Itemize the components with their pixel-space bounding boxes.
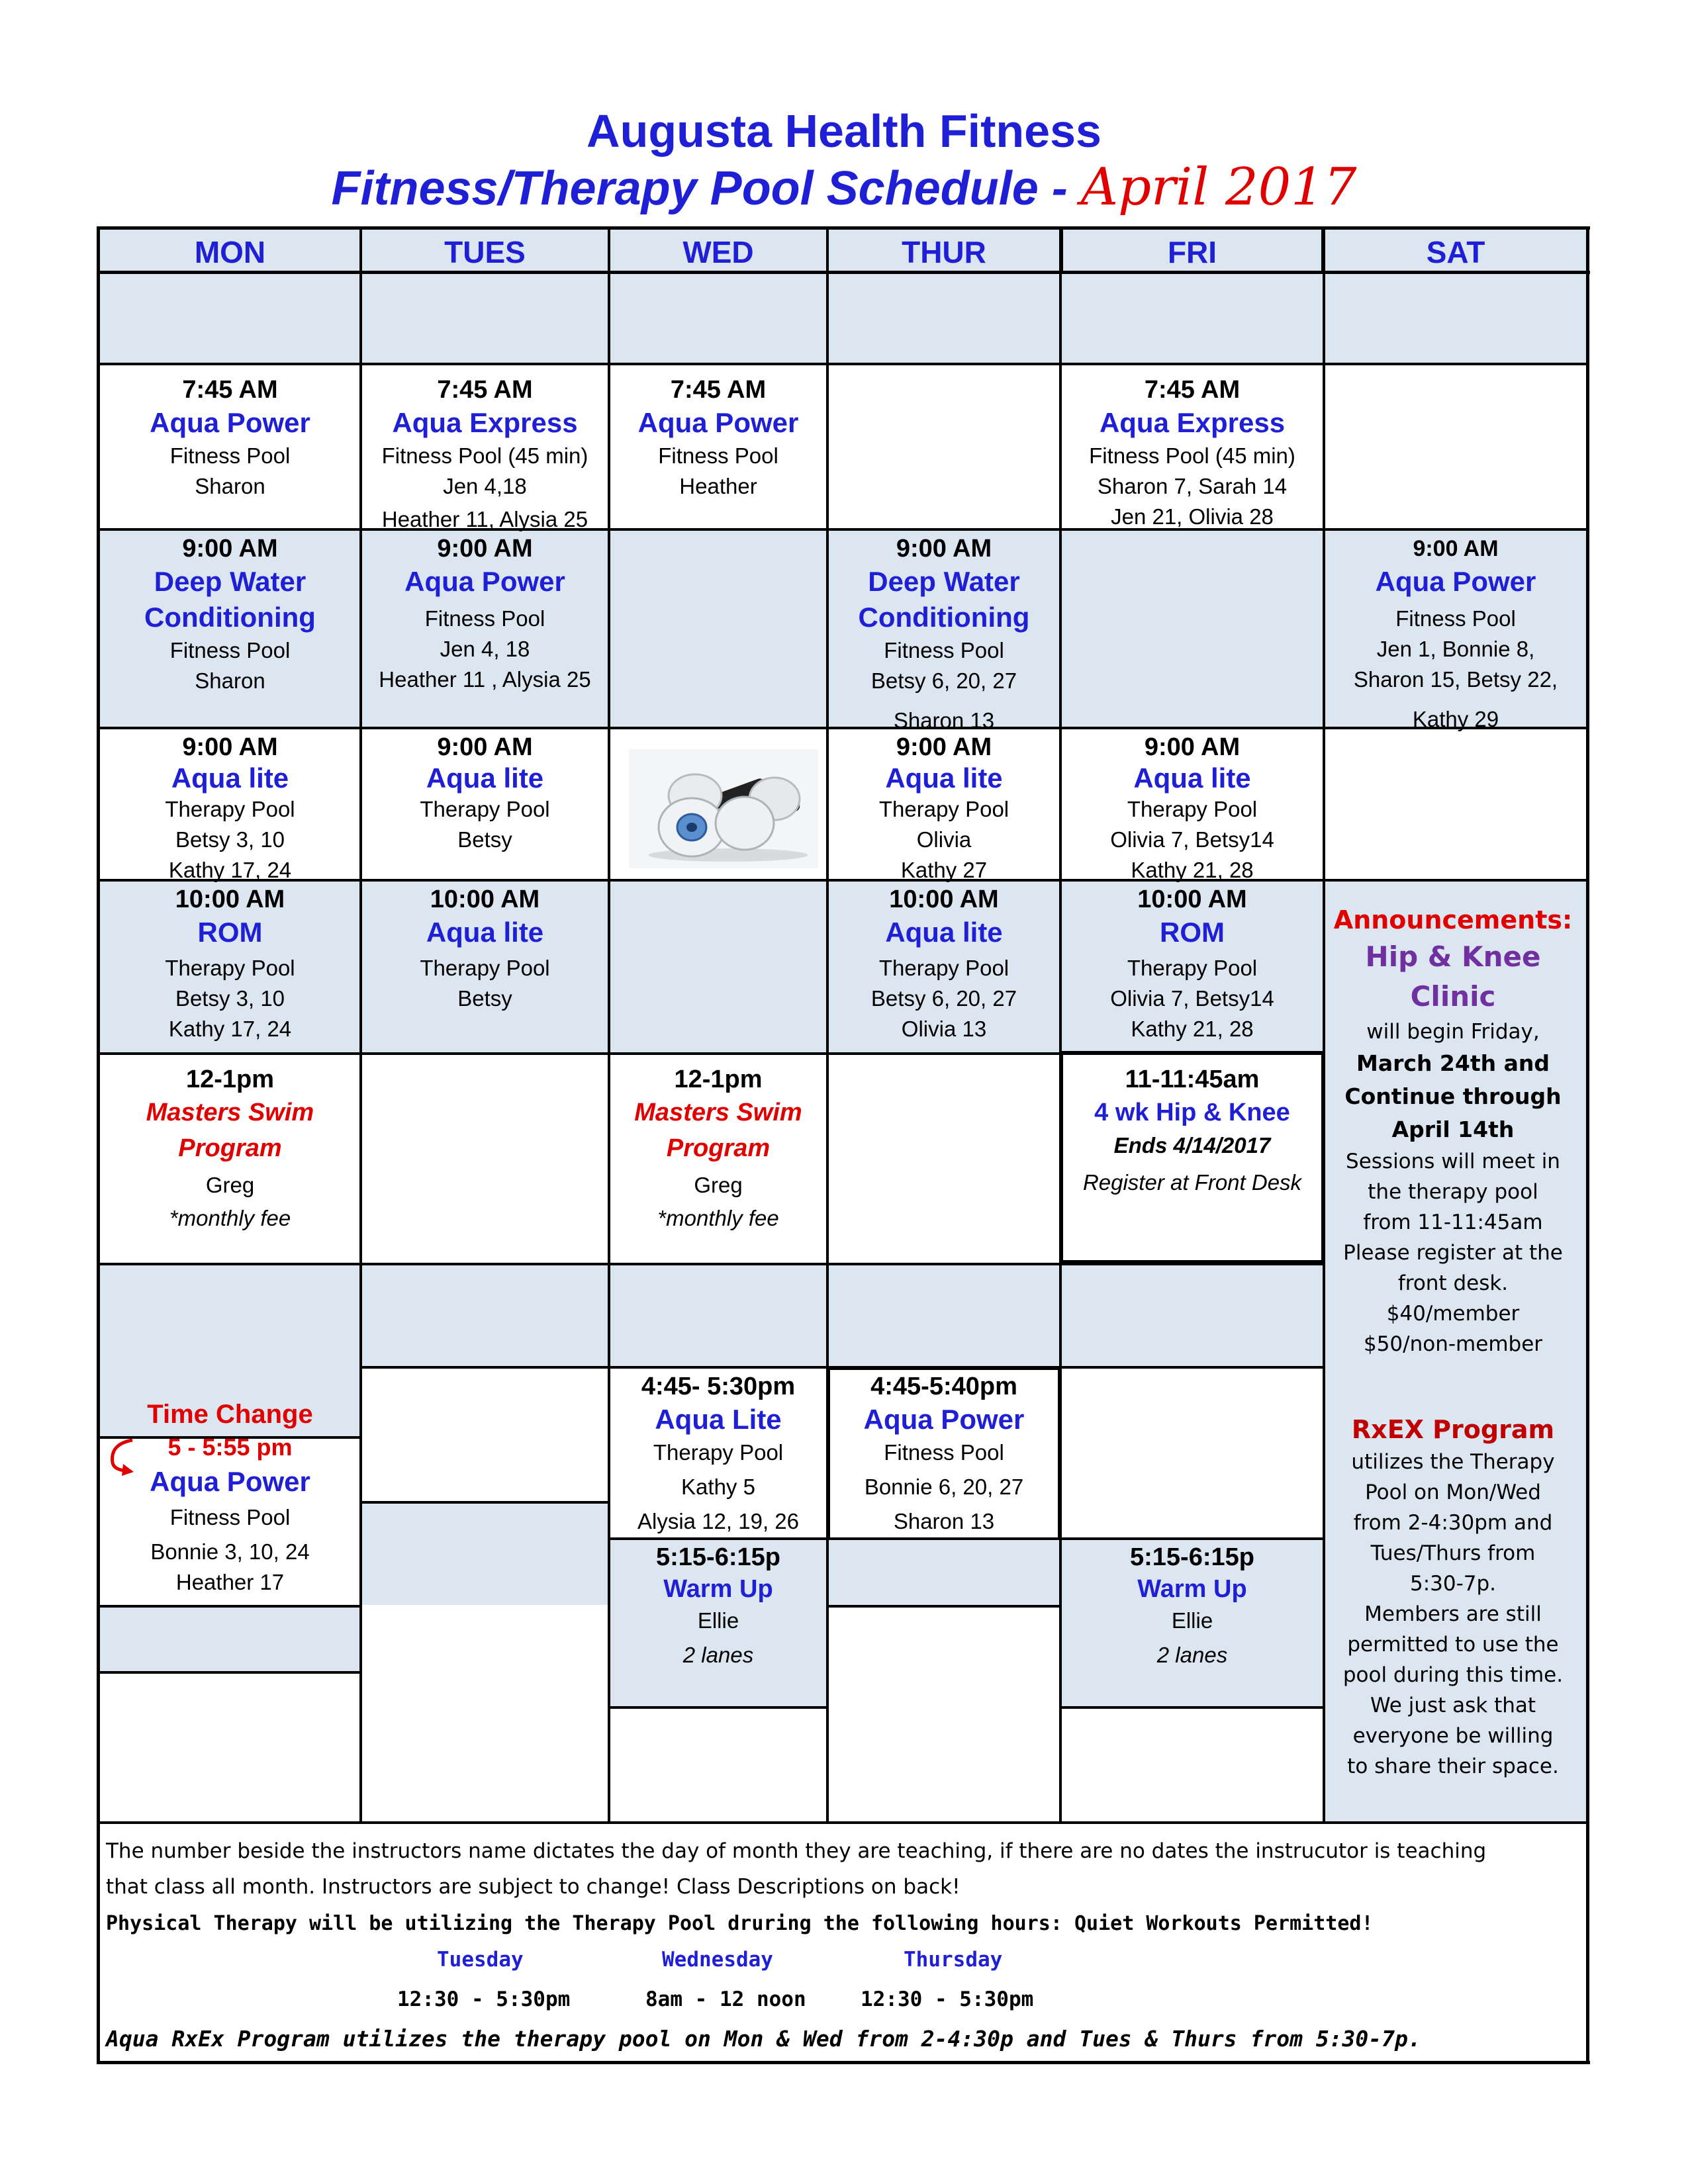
class-instructor: Sharon 13: [893, 708, 995, 733]
rxex-line: We just ask that: [1370, 1694, 1536, 1717]
footer-notes: [106, 1833, 1575, 1905]
announcement-line: $50/non-member: [1363, 1332, 1543, 1356]
class-name: Deep Water: [868, 566, 1020, 597]
class-time: 9:00 AM: [1144, 733, 1241, 761]
dumbbells-icon: [629, 749, 818, 868]
rxex-line: pool during this time.: [1342, 1663, 1564, 1687]
class-instructor: Ellie: [697, 1608, 739, 1633]
class-instructor: Heather: [679, 474, 757, 498]
class-time: 12-1pm: [185, 1066, 275, 1093]
class-time: 10:00 AM: [1137, 886, 1247, 913]
class-location: Fitness Pool: [169, 443, 291, 468]
class-mon-1000: [99, 884, 361, 1044]
class-lanes: 2 lanes: [1156, 1643, 1228, 1667]
announcement-line: the therapy pool: [1368, 1180, 1538, 1204]
class-instructor: Ellie: [1171, 1608, 1213, 1633]
announcement-line: Please register at the: [1343, 1241, 1563, 1265]
curved-arrow-icon: [106, 1437, 139, 1477]
class-instructor: Heather 11, Alysia 25: [381, 507, 588, 531]
class-instructor: Sharon 13: [893, 1509, 995, 1533]
announcements-panel: [1331, 903, 1575, 1359]
announcement-line: Sessions will meet in: [1346, 1150, 1560, 1173]
class-instructor: Heather 17: [175, 1570, 285, 1594]
class-time: 9:00 AM: [437, 535, 533, 563]
class-wed-745: [609, 375, 827, 502]
class-name: Aqua lite: [885, 762, 1003, 794]
class-location: Therapy Pool: [878, 956, 1009, 980]
class-instructor: Sharon 7, Sarah 14: [1097, 474, 1288, 498]
class-thu-900: [827, 533, 1060, 736]
announcement-line: April 14th: [1391, 1116, 1515, 1142]
class-location: Therapy Pool: [420, 956, 550, 980]
class-instructor: Kathy 29: [1412, 707, 1499, 731]
class-tue-900-therapy: [361, 732, 609, 855]
class-time: 9:00 AM: [182, 733, 278, 761]
class-location: Therapy Pool: [653, 1440, 784, 1465]
class-time: 5:15-6:15p: [656, 1543, 780, 1571]
class-name: Aqua Power: [404, 566, 565, 597]
subtitle-prefix: Fitness/Therapy Pool Schedule -: [331, 162, 1081, 215]
subtitle-month: April 2017: [1080, 158, 1357, 217]
class-time: 7:45 AM: [437, 376, 533, 404]
class-name: Aqua Express: [1099, 407, 1286, 438]
class-instructor: Bonnie 6, 20, 27: [864, 1475, 1024, 1499]
class-wed-masters: [609, 1064, 827, 1234]
class-fri-515: [1060, 1542, 1324, 1670]
class-instructor: Betsy 3, 10: [175, 986, 285, 1011]
class-time: 11-11:45am: [1125, 1066, 1260, 1093]
class-location: Fitness Pool: [169, 638, 291, 662]
class-fri-745: [1060, 375, 1324, 532]
footer-line: Aqua RxEx Program utilizes the therapy pool on Mon & Wed from 2-4:30p and Tues & Thurs from 5:30-7p.: [106, 2026, 1421, 2052]
class-name: ROM: [197, 917, 263, 948]
class-name: Masters Swim: [634, 1099, 802, 1126]
class-mon-masters: [99, 1064, 361, 1234]
class-name: Aqua Power: [637, 407, 799, 438]
page-title: Augusta Health Fitness: [586, 105, 1102, 157]
rxex-line: utilizes the Therapy: [1351, 1450, 1555, 1474]
class-instructor: Kathy 17, 24: [168, 1017, 292, 1041]
class-name: Aqua Power: [150, 1466, 310, 1497]
class-fri-900-therapy: [1060, 732, 1324, 886]
day-header-wed: WED: [682, 235, 754, 269]
class-fee: *monthly fee: [169, 1206, 291, 1230]
rxex-line: Members are still: [1364, 1602, 1542, 1626]
class-tue-1000: [361, 884, 609, 1014]
class-time: 10:00 AM: [175, 886, 285, 913]
class-tue-900: [361, 533, 609, 695]
class-instructor: Alysia 12, 19, 26: [637, 1509, 799, 1533]
class-instructor: Kathy 17, 24: [168, 858, 292, 882]
class-lanes: 2 lanes: [682, 1643, 754, 1667]
class-tue-745: [361, 375, 609, 535]
class-location: Therapy Pool: [1127, 956, 1258, 980]
rxex-line: Tues/Thurs from: [1370, 1541, 1536, 1565]
class-instructor: Kathy 21, 28: [1131, 1017, 1254, 1041]
pt-day: Thursday: [904, 1948, 1003, 1972]
class-name: Aqua Lite: [655, 1404, 782, 1435]
class-mon-900-therapy: [99, 732, 361, 886]
class-sat-900: [1324, 533, 1587, 735]
class-location: Therapy Pool: [1127, 797, 1258, 821]
class-name: Aqua Power: [863, 1404, 1025, 1435]
class-time: 7:45 AM: [1144, 376, 1241, 404]
class-name: Aqua lite: [1133, 762, 1251, 794]
class-time: 5 - 5:55 pm: [167, 1433, 293, 1461]
class-instructor: Greg: [694, 1173, 743, 1197]
class-time: 4:45- 5:30pm: [641, 1373, 796, 1400]
class-name: Conditioning: [144, 602, 316, 633]
class-name: Aqua lite: [885, 917, 1003, 948]
footer-line: The number beside the instructors name dictates the day of month they are teaching, if there are no dates the instrucutor is teaching: [106, 1839, 1487, 1863]
rxex-panel: [1331, 1412, 1575, 1782]
class-time: 5:15-6:15p: [1130, 1543, 1254, 1571]
footer-pt-note: [106, 1906, 1575, 1942]
class-time: 7:45 AM: [670, 376, 767, 404]
class-location: Fitness Pool (45 min): [381, 443, 588, 468]
day-header-mon: MON: [194, 235, 266, 269]
class-ends: Ends 4/14/2017: [1113, 1133, 1271, 1158]
class-name: Program: [178, 1134, 282, 1162]
class-instructor: Olivia 7, Betsy14: [1110, 827, 1274, 852]
class-location: Therapy Pool: [165, 956, 295, 980]
class-location: Fitness Pool: [424, 606, 545, 631]
rxex-heading: RxEX Program: [1351, 1415, 1555, 1444]
class-time: 9:00 AM: [1413, 536, 1499, 561]
class-name: Aqua lite: [426, 762, 544, 794]
class-instructor: Sharon 15, Betsy 22,: [1353, 667, 1558, 692]
class-wed-515: [609, 1542, 827, 1670]
class-name: Aqua Express: [392, 407, 578, 438]
class-mon-evening: [99, 1398, 361, 1598]
class-time: 12-1pm: [674, 1066, 763, 1093]
class-thu-445: [830, 1371, 1058, 1537]
class-name: Aqua lite: [426, 917, 544, 948]
announcement-line: will begin Friday,: [1366, 1020, 1540, 1044]
announcement-line: March 24th and: [1356, 1050, 1550, 1076]
class-name: Warm Up: [1137, 1575, 1247, 1603]
announcements-heading: Announcements:: [1333, 905, 1573, 934]
class-name: Aqua Power: [150, 407, 310, 438]
class-location: Fitness Pool: [1395, 606, 1516, 631]
class-instructor: Kathy 27: [900, 858, 988, 882]
class-name: Deep Water: [154, 566, 306, 597]
class-time: 9:00 AM: [182, 535, 278, 563]
class-name: Program: [666, 1134, 771, 1162]
pt-day: Tuesday: [437, 1948, 524, 1972]
class-instructor: Betsy: [457, 986, 512, 1011]
class-instructor: Sharon: [195, 668, 265, 693]
time-change-label: Time Change: [147, 1400, 313, 1429]
class-time: 10:00 AM: [889, 886, 999, 913]
class-instructor: Greg: [205, 1173, 255, 1197]
rxex-line: to share their space.: [1347, 1754, 1559, 1778]
class-mon-745: [99, 375, 361, 502]
class-instructor: Olivia 7, Betsy14: [1110, 986, 1274, 1011]
class-instructor: Kathy 21, 28: [1131, 858, 1254, 882]
rxex-line: everyone be willing: [1352, 1724, 1554, 1748]
class-time: 9:00 AM: [896, 535, 992, 563]
class-instructor: Betsy: [457, 827, 512, 852]
day-header-tue: TUES: [444, 235, 526, 269]
pt-day: Wednesday: [662, 1948, 773, 1972]
announcement-line: Continue through: [1344, 1083, 1562, 1109]
class-time: 4:45-5:40pm: [870, 1373, 1017, 1400]
class-register: Register at Front Desk: [1082, 1170, 1302, 1195]
pt-hours: 8am - 12 noon: [645, 1987, 806, 2011]
class-name: Warm Up: [663, 1575, 773, 1603]
class-instructor: Bonnie 3, 10, 24: [150, 1539, 310, 1564]
day-header-sat: SAT: [1426, 235, 1485, 269]
class-mon-900: [99, 533, 361, 696]
class-name: Aqua Power: [1375, 566, 1536, 597]
class-time: 9:00 AM: [437, 733, 533, 761]
clinic-title: Clinic: [1410, 980, 1496, 1013]
class-name: 4 wk Hip & Knee: [1094, 1099, 1290, 1126]
class-fri-1000: [1060, 884, 1324, 1044]
class-thu-1000: [827, 884, 1060, 1044]
class-instructor: Jen 4,18: [443, 474, 527, 498]
class-instructor: Sharon: [195, 474, 265, 498]
class-instructor: Betsy 6, 20, 27: [870, 986, 1017, 1011]
class-instructor: Jen 21, Olivia 28: [1111, 504, 1274, 529]
class-fee: *monthly fee: [657, 1206, 779, 1230]
class-name: Aqua lite: [171, 762, 289, 794]
class-name: Conditioning: [858, 602, 1030, 633]
class-location: Fitness Pool: [169, 1505, 291, 1529]
footer-line: Physical Therapy will be utilizing the Therapy Pool druring the following hours: Quiet Workouts Permitted!: [106, 1912, 1374, 1935]
class-location: Fitness Pool: [884, 638, 1004, 662]
announcement-line: from 11-11:45am: [1363, 1210, 1543, 1234]
class-instructor: Betsy 6, 20, 27: [870, 668, 1017, 693]
class-instructor: Kathy 5: [681, 1475, 755, 1499]
class-location: Fitness Pool: [658, 443, 778, 468]
class-name: Masters Swim: [146, 1099, 314, 1126]
day-header-thu: THUR: [902, 235, 986, 269]
announcement-line: front desk.: [1397, 1271, 1509, 1295]
pt-hours: 12:30 - 5:30pm: [397, 1987, 571, 2011]
pt-hours: 12:30 - 5:30pm: [861, 1987, 1034, 2011]
class-location: Therapy Pool: [420, 797, 550, 821]
class-name: ROM: [1160, 917, 1225, 948]
class-instructor: Heather 11 , Alysia 25: [379, 667, 591, 692]
class-time: 7:45 AM: [182, 376, 278, 404]
class-time: 10:00 AM: [430, 886, 540, 913]
class-time: 9:00 AM: [896, 733, 992, 761]
class-wed-445: [609, 1371, 827, 1537]
class-instructor: Olivia 13: [901, 1017, 987, 1041]
class-instructor: Betsy 3, 10: [175, 827, 285, 852]
class-instructor: Jen 4, 18: [440, 637, 530, 661]
class-location: Therapy Pool: [878, 797, 1009, 821]
class-thu-900-therapy: [827, 732, 1060, 886]
rxex-line: 5:30-7p.: [1409, 1572, 1497, 1596]
class-location: Fitness Pool (45 min): [1089, 443, 1295, 468]
rxex-line: from 2-4:30pm and: [1353, 1511, 1553, 1535]
footer-rxex-note: [106, 2021, 1575, 2057]
rxex-line: Pool on Mon/Wed: [1365, 1480, 1541, 1504]
day-header-fri: FRI: [1167, 235, 1217, 269]
clinic-title: Hip & Knee: [1365, 940, 1541, 973]
announcement-line: $40/member: [1386, 1302, 1520, 1326]
class-location: Therapy Pool: [165, 797, 295, 821]
rxex-line: permitted to use the: [1347, 1633, 1559, 1657]
footer-line: that class all month. Instructors are subject to change! Class Descriptions on back!: [106, 1875, 961, 1899]
class-instructor: Jen 1, Bonnie 8,: [1376, 637, 1535, 661]
class-fri-hip-knee: [1063, 1064, 1321, 1198]
class-location: Fitness Pool: [884, 1440, 1004, 1465]
class-instructor: Olivia: [916, 827, 972, 852]
